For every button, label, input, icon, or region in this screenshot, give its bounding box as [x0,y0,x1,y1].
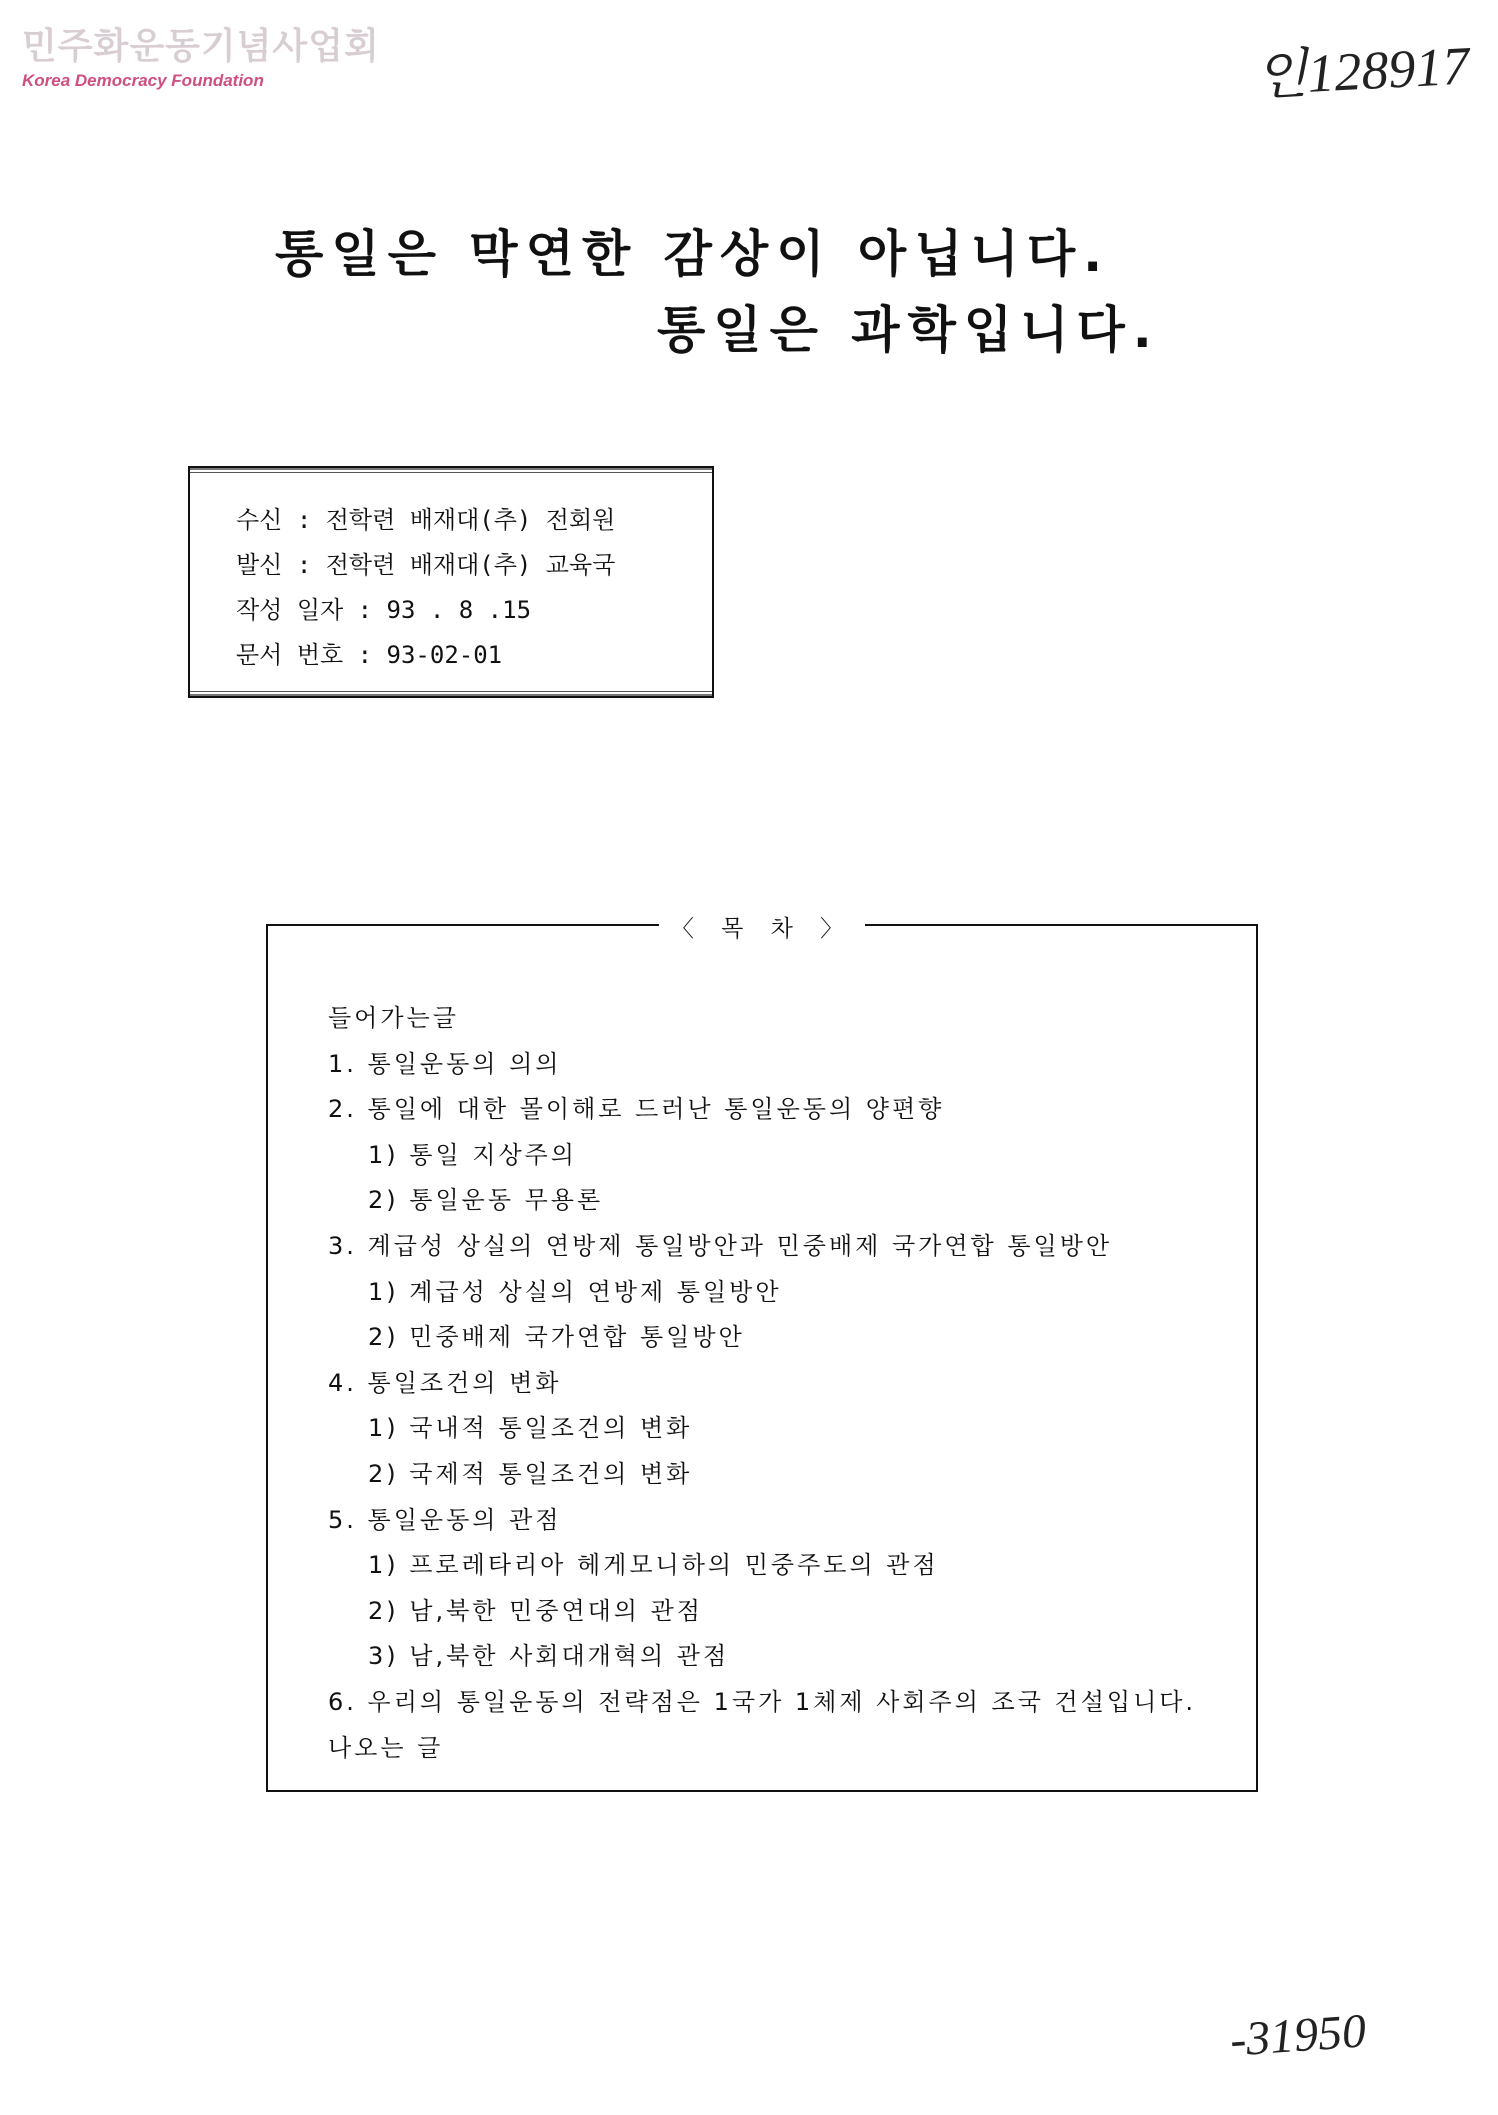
toc-list [328,996,1196,1771]
toc-subitem: 2) 국제적 통일조건의 변화 [368,1459,693,1488]
toc-subitem: 2) 남,북한 민중연대의 관점 [368,1596,703,1625]
toc-item: 들어가는글 [328,1004,459,1032]
toc-heading [268,910,1256,943]
box-bottom-rule [190,691,712,692]
handwritten-archive-number: 인128917 [1253,35,1471,107]
info-recipient: 수신 : 전학련 배재대(추) 전회원 [236,506,616,534]
toc-heading-text: 〈 목 차 〉 [659,916,865,942]
toc-item: 6. 우리의 통일운동의 전략점은 1국가 1체제 사회주의 조국 건설입니다. [328,1687,1197,1716]
info-doc-number: 문서 번호 : 93-02-01 [236,641,503,669]
toc-subitem: 2) 통일운동 무용론 [368,1186,604,1215]
page-title-line-1: 통일은 막연한 감상이 아닙니다. [275,225,1111,283]
handwritten-page-number: -31950 [1228,2004,1368,2067]
info-lines [236,498,615,678]
info-date: 작성 일자 : 93 . 8 .15 [236,596,532,624]
logo-korean-text: 민주화운동기념사업회 [22,26,380,67]
toc-item: 5. 통일운동의 관점 [328,1505,562,1534]
toc-item: 1. 통일운동의 의의 [328,1049,562,1078]
logo-english-text: Korea Democracy Foundation [22,71,264,90]
toc-subitem: 1) 프로레타리아 헤게모니하의 민중주도의 관점 [368,1551,939,1580]
toc-subitem: 1) 국내적 통일조건의 변화 [368,1414,693,1443]
toc-item: 4. 통일조건의 변화 [328,1368,562,1397]
toc-item: 나오는 글 [328,1733,444,1762]
toc-subitem: 1) 계급성 상실의 연방제 통일방안 [368,1277,782,1306]
info-sender: 발신 : 전학련 배재대(추) 교육국 [236,551,616,579]
foundation-logo [22,18,380,91]
toc-item: 2. 통일에 대한 몰이해로 드러난 통일운동의 양편향 [328,1095,945,1124]
table-of-contents [266,916,1258,1792]
toc-subitem: 1) 통일 지상주의 [368,1140,577,1169]
document-info-box [188,466,714,698]
toc-item: 3. 계급성 상실의 연방제 통일방안과 민중배제 국가연합 통일방안 [328,1231,1113,1260]
page-title-line-2: 통일은 과학입니다. [657,301,1160,359]
toc-subitem: 3) 남,북한 사회대개혁의 관점 [368,1642,730,1671]
toc-subitem: 2) 민중배제 국가연합 통일방안 [368,1323,745,1352]
box-top-rule [190,472,712,473]
